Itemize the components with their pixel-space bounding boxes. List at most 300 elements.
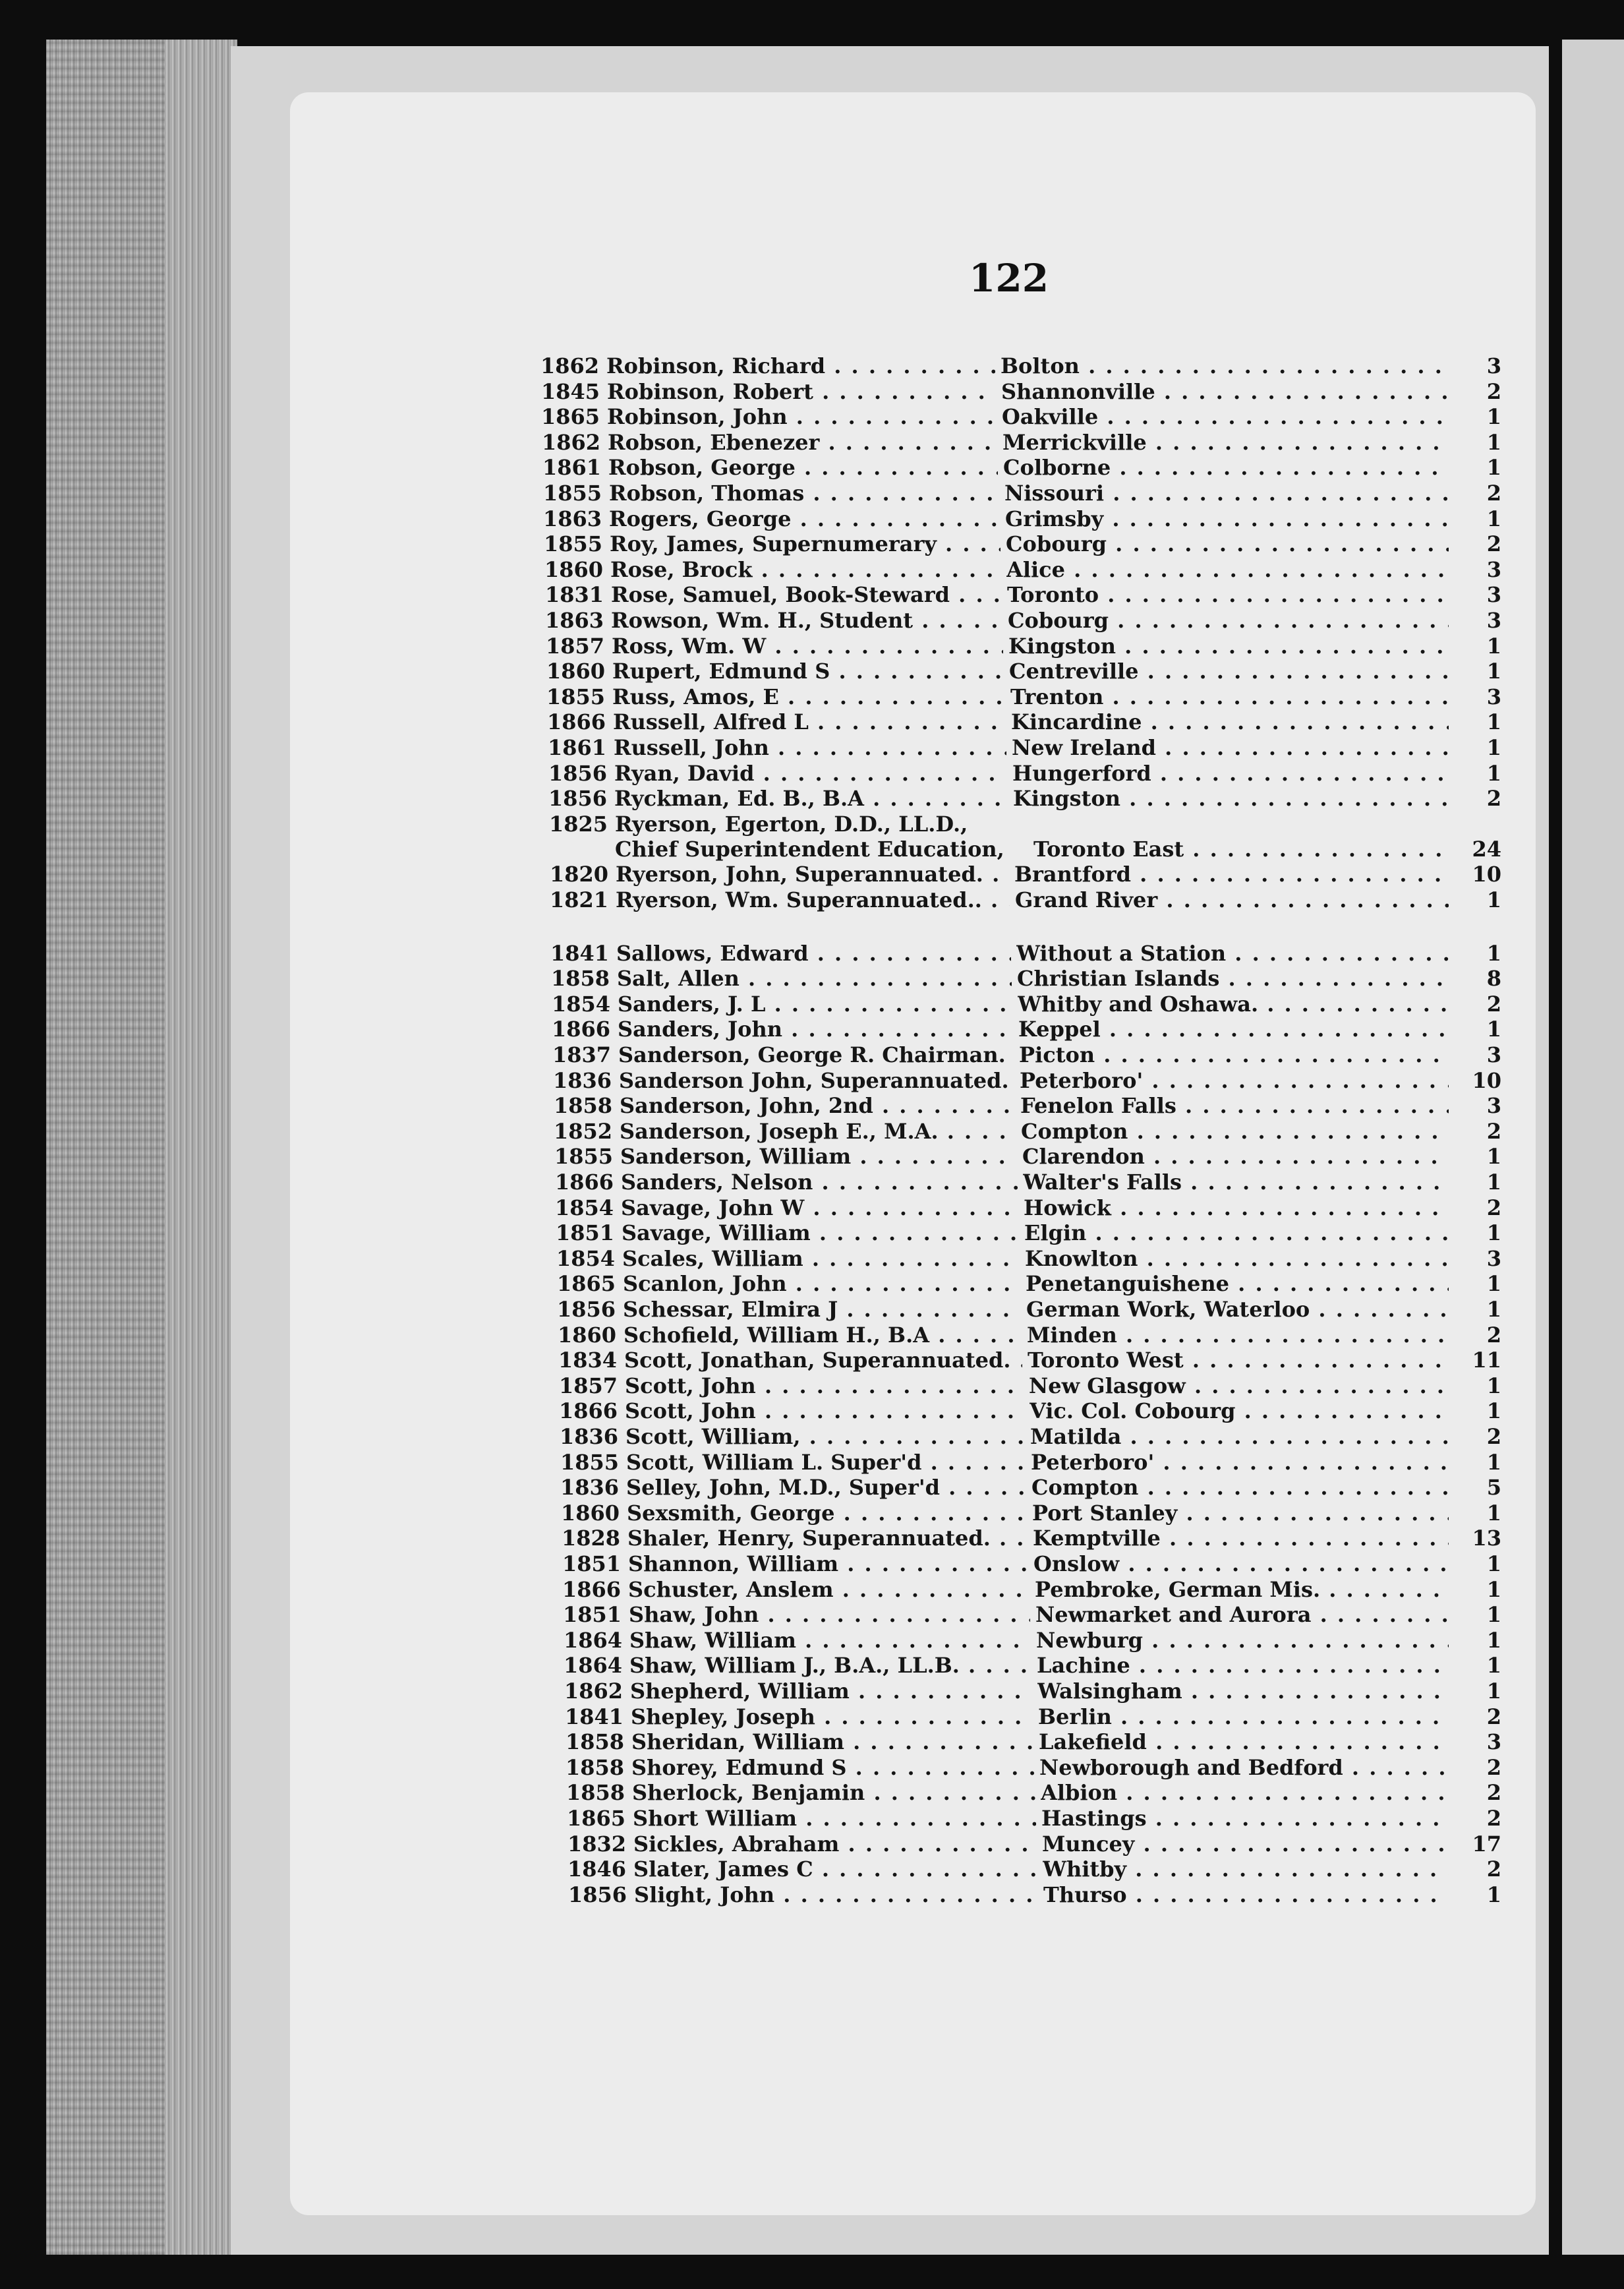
entry-name: Sanderson, Joseph E., M.A. . . . <box>620 1119 1016 1144</box>
entry-name: Sanderson, George R. Chairman. . . . <box>618 1042 1014 1067</box>
entry-year: 1825 <box>549 811 608 837</box>
entry-place: Whitby . . . <box>1043 1857 1449 1882</box>
register-entry <box>566 1729 1501 1754</box>
entry-years: 2 <box>1486 1195 1501 1220</box>
entry-year: 1841 <box>565 1704 624 1729</box>
entry-year: 1836 <box>560 1475 620 1501</box>
entry-years: 3 <box>1486 1093 1501 1119</box>
entry-year: 1856 <box>557 1297 616 1322</box>
entry-years: 2 <box>1486 786 1501 812</box>
entry-place: Penetanguishene . . . <box>1026 1271 1449 1296</box>
entry-year: 1863 <box>545 608 604 633</box>
register-entry <box>560 1424 1501 1449</box>
register-entry <box>552 1017 1501 1042</box>
entry-place: Minden . . . <box>1027 1323 1449 1348</box>
entry-year: 1854 <box>552 991 611 1017</box>
entry-name: Ryckman, Ed. B., B.A . . . <box>614 786 1008 811</box>
register-entry <box>556 1246 1501 1271</box>
entry-name: Shaler, Henry, Superannuated. . . . <box>627 1526 1028 1551</box>
entry-years: 1 <box>1486 760 1501 786</box>
register-entry <box>540 353 1501 378</box>
entry-name: Scales, William . . . <box>622 1246 1020 1271</box>
register-entry <box>544 557 1501 582</box>
entry-place: Newburg . . . <box>1036 1628 1449 1653</box>
register-entry <box>568 1882 1501 1907</box>
entry-place: Lakefield . . . <box>1039 1729 1449 1754</box>
entry-place: Peterboro' . . . <box>1031 1450 1449 1475</box>
entry-year: 1854 <box>556 1245 616 1271</box>
entry-name: Sherlock, Benjamin . . . <box>632 1780 1035 1805</box>
entry-year: 1864 <box>564 1627 623 1653</box>
entry-years: 1 <box>1486 1170 1501 1195</box>
entry-years: 2 <box>1486 378 1501 404</box>
register-entry <box>551 966 1501 991</box>
entry-place: Shannonville . . . <box>1001 379 1449 404</box>
entry-place: Hastings . . . <box>1041 1806 1449 1831</box>
entry-year: 1864 <box>564 1653 623 1679</box>
entry-name: Rose, Samuel, Book-Steward . . . <box>611 582 1002 607</box>
entry-name: Scott, John . . . <box>625 1398 1024 1423</box>
entry-years: 10 <box>1472 1067 1501 1093</box>
register-entry <box>564 1653 1501 1678</box>
register-entry <box>558 1348 1501 1373</box>
entry-name: Sanderson, John, 2nd . . . <box>620 1093 1015 1118</box>
entry-year: 1865 <box>557 1271 616 1297</box>
entry-place: Brantford . . . <box>1014 862 1449 887</box>
register-entry <box>557 1271 1501 1296</box>
entry-year: 1866 <box>547 709 606 735</box>
entry-name: Sallows, Edward . . . <box>616 941 1011 966</box>
entry-place: Fenelon Falls . . . <box>1020 1093 1449 1118</box>
entry-years: 1 <box>1486 1449 1501 1475</box>
entry-name: Sickles, Abraham . . . <box>633 1831 1037 1857</box>
register-entry <box>549 812 1501 837</box>
entry-year: 1860 <box>558 1322 617 1348</box>
entry-place: Walter's Falls . . . <box>1023 1170 1449 1195</box>
entry-name: Roy, James, Supernumerary . . . <box>610 531 1000 556</box>
entry-place: Albion . . . <box>1041 1780 1449 1805</box>
entry-year: 1857 <box>559 1373 618 1398</box>
entry-name: Schofield, William H., B.A . . . <box>624 1323 1022 1348</box>
register-entry <box>562 1526 1501 1551</box>
entry-place: Pembroke, German Mis. . . . <box>1035 1577 1449 1602</box>
entry-place: Berlin . . . <box>1038 1704 1449 1729</box>
entry-name: Sanderson John, Superannuated. . . . <box>619 1068 1014 1093</box>
entry-years: 11 <box>1472 1348 1501 1373</box>
entry-place: Oakville . . . <box>1002 404 1449 429</box>
entry-year: 1861 <box>548 735 607 760</box>
entry-year: 1861 <box>542 455 602 481</box>
entry-name: Scott, Jonathan, Superannuated. . . . <box>624 1348 1022 1373</box>
entry-year: 1858 <box>566 1780 625 1806</box>
entry-years: 2 <box>1486 1704 1501 1729</box>
entry-year: 1855 <box>543 481 602 506</box>
entry-year: 1828 <box>562 1526 621 1551</box>
entry-year: 1862 <box>564 1679 624 1704</box>
entry-place: Hungerford . . . <box>1012 761 1449 786</box>
entry-name: Scanlon, John . . . <box>623 1271 1020 1296</box>
entry-year: 1836 <box>560 1424 619 1449</box>
register-entry <box>563 1602 1501 1627</box>
entry-year: 1862 <box>540 353 600 378</box>
entry-place: Muncey . . . <box>1042 1831 1449 1857</box>
entry-place: Toronto East . . . <box>1033 837 1449 862</box>
entry-years: 1 <box>1486 1144 1501 1170</box>
entry-year: 1845 <box>541 378 600 404</box>
entry-place: Alice . . . <box>1006 557 1449 582</box>
entry-name: Sanders, Nelson . . . <box>621 1170 1018 1195</box>
entry-place: Grimsby . . . <box>1005 506 1449 531</box>
entry-years: 3 <box>1486 353 1501 378</box>
entry-place: New Glasgow . . . <box>1029 1373 1449 1398</box>
entry-place: Kemptville . . . <box>1033 1526 1449 1551</box>
register-entry <box>560 1475 1501 1500</box>
entry-year: 1855 <box>554 1144 614 1170</box>
entry-years: 2 <box>1486 1322 1501 1348</box>
entry-name: Russell, John . . . <box>614 735 1006 760</box>
entry-year: 1860 <box>546 659 606 684</box>
entry-years: 3 <box>1486 582 1501 608</box>
register-entry <box>545 582 1501 607</box>
entry-name: Schuster, Anslem . . . <box>628 1577 1030 1602</box>
entry-years: 1 <box>1486 1017 1501 1042</box>
entry-place: Thurso . . . <box>1043 1882 1449 1907</box>
entry-years: 5 <box>1486 1475 1501 1501</box>
entry-year: 1854 <box>555 1195 614 1220</box>
entry-years: 1 <box>1486 735 1501 760</box>
entry-years: 1 <box>1486 1551 1501 1576</box>
entry-place: Picton . . . <box>1019 1042 1449 1067</box>
entry-years: 1 <box>1486 940 1501 966</box>
entry-year: 1855 <box>544 531 603 557</box>
entry-year: 1841 <box>550 940 610 966</box>
register-entry <box>541 379 1501 404</box>
register-entry-continuation <box>549 837 1501 862</box>
entry-year: 1834 <box>558 1348 618 1373</box>
entry-name: Scott, William L. Super'd . . . <box>626 1450 1026 1475</box>
entry-years: 2 <box>1486 531 1501 557</box>
entry-years: 1 <box>1486 1373 1501 1398</box>
entry-name: Scott, William, . . . <box>625 1424 1025 1449</box>
entry-name: Ryan, David . . . <box>614 761 1007 786</box>
register-entry <box>546 659 1501 684</box>
entry-place: Compton . . . <box>1031 1475 1449 1500</box>
register-entry <box>546 634 1501 659</box>
entry-name: Rowson, Wm. H., Student . . . <box>611 608 1002 633</box>
entry-place: Port Stanley . . . <box>1032 1501 1449 1526</box>
entry-years: 2 <box>1486 991 1501 1017</box>
entry-years: 1 <box>1486 506 1501 531</box>
entry-year: 1860 <box>561 1500 620 1526</box>
entry-years: 1 <box>1486 404 1501 430</box>
register-entry <box>546 684 1501 709</box>
entry-place: Colborne . . . <box>1003 455 1449 480</box>
entry-name: Shepherd, William . . . <box>630 1679 1032 1704</box>
entry-year: 1851 <box>556 1220 615 1246</box>
entry-year: 1866 <box>562 1576 622 1602</box>
entry-name: Robinson, Richard . . . <box>606 353 995 378</box>
entry-name: Slater, James C . . . <box>633 1857 1037 1882</box>
entry-years: 3 <box>1486 1245 1501 1271</box>
entry-place: Nissouri . . . <box>1004 481 1449 506</box>
entry-name: Ross, Wm. W . . . <box>612 634 1003 659</box>
register-entry <box>548 786 1501 811</box>
entry-place: Clarendon . . . <box>1022 1144 1449 1169</box>
entry-year: 1851 <box>563 1602 622 1628</box>
entry-name: Schessar, Elmira J . . . <box>623 1297 1021 1322</box>
entry-place: Matilda . . . <box>1030 1424 1449 1449</box>
entry-name: Robson, Thomas . . . <box>609 481 999 506</box>
register-entry <box>552 1042 1501 1067</box>
entry-year: 1857 <box>546 633 605 659</box>
entry-place: Bolton . . . <box>1000 353 1449 378</box>
adjacent-page-edge <box>1562 40 1624 2255</box>
entry-years: 2 <box>1486 481 1501 506</box>
entry-place: Toronto West . . . <box>1028 1348 1449 1373</box>
entry-name: Sheridan, William . . . <box>631 1729 1033 1754</box>
entry-place: Knowlton . . . <box>1025 1246 1449 1271</box>
register-entry <box>553 1068 1501 1093</box>
entry-place: Centreville . . . <box>1009 659 1449 684</box>
entry-place: Merrickville . . . <box>1002 430 1449 455</box>
entry-years: 2 <box>1486 1806 1501 1831</box>
register-entry <box>542 455 1501 480</box>
book-edge-speckle <box>46 40 165 2255</box>
entry-place: Lachine . . . <box>1037 1653 1449 1678</box>
entry-name: Robinson, Robert . . . <box>607 379 996 404</box>
entry-place: Whitby and Oshawa. . . . <box>1018 992 1449 1017</box>
entry-years: 3 <box>1486 1729 1501 1755</box>
entry-place: Elgin . . . <box>1024 1220 1449 1245</box>
register-entry <box>566 1780 1501 1805</box>
register-entry <box>555 1170 1501 1195</box>
entry-year: 1866 <box>559 1398 618 1424</box>
register-entry <box>542 430 1501 455</box>
entry-name: Shepley, Joseph . . . <box>631 1704 1033 1729</box>
entry-place: Newborough and Bedford . . . <box>1039 1755 1449 1780</box>
entry-name: Savage, William . . . <box>622 1220 1019 1245</box>
entry-year: 1856 <box>568 1882 627 1907</box>
entry-year: 1862 <box>542 429 601 455</box>
entry-place: Grand River . . . <box>1015 887 1449 912</box>
entry-name: Ryerson, Wm. Superannuated.. . . . <box>616 887 1010 912</box>
entry-years: 1 <box>1486 709 1501 735</box>
entry-year: 1858 <box>551 966 610 992</box>
register-entry <box>557 1297 1501 1322</box>
register-entry <box>561 1501 1501 1526</box>
register-entry <box>558 1323 1501 1348</box>
entry-years: 17 <box>1472 1831 1501 1857</box>
entry-name: Russ, Amos, E . . . <box>612 684 1005 709</box>
entry-year: 1856 <box>548 786 608 812</box>
entry-place: Without a Station . . . <box>1016 941 1449 966</box>
register-entry <box>564 1628 1501 1653</box>
entry-year: 1855 <box>560 1449 620 1475</box>
entry-name: Sexsmith, George . . . <box>627 1501 1027 1526</box>
entry-place: Trenton . . . <box>1010 684 1449 709</box>
register-entry <box>566 1755 1501 1780</box>
entry-years: 1 <box>1486 887 1501 912</box>
entry-years: 1 <box>1486 1627 1501 1653</box>
register-entry <box>562 1551 1501 1576</box>
entry-place: Keppel . . . <box>1018 1017 1449 1042</box>
register-entry <box>548 761 1501 786</box>
entry-year: 1866 <box>552 1017 611 1042</box>
entry-place: Christian Islands . . . <box>1017 966 1449 991</box>
entry-place: Onslow . . . <box>1033 1551 1449 1576</box>
register-entry <box>567 1806 1501 1831</box>
entry-name-continuation: Chief Superintendent Education, <box>615 836 1004 862</box>
entry-name: Rupert, Edmund S . . . <box>612 659 1004 684</box>
entry-place: Compton . . . <box>1021 1119 1449 1144</box>
entry-name: Shorey, Edmund S . . . <box>631 1755 1034 1780</box>
entry-year: 1837 <box>552 1042 612 1067</box>
entry-year: 1865 <box>567 1806 626 1831</box>
register-entry <box>543 481 1501 506</box>
entry-year: 1852 <box>554 1118 613 1144</box>
entry-name: Slight, John . . . <box>634 1882 1038 1907</box>
register-entry <box>555 1195 1501 1220</box>
register-entry <box>554 1093 1501 1118</box>
entry-place: Newmarket and Aurora . . . <box>1035 1602 1449 1627</box>
entry-place: Kingston . . . <box>1013 786 1449 811</box>
entry-place: Kincardine . . . <box>1011 709 1449 734</box>
entry-name: Selley, John, M.D., Super'd . . . <box>626 1475 1026 1500</box>
entry-name: Shaw, John . . . <box>629 1602 1030 1627</box>
entry-years: 3 <box>1486 684 1501 709</box>
entry-year: 1832 <box>567 1831 627 1857</box>
page-number: 122 <box>969 256 1049 301</box>
entry-years: 1 <box>1486 1602 1501 1628</box>
register-entry <box>564 1679 1501 1704</box>
entry-name: Shaw, William J., B.A., LL.B. . . . <box>629 1653 1031 1678</box>
entry-place: Kingston . . . <box>1008 634 1449 659</box>
entry-years: 13 <box>1472 1526 1501 1551</box>
entry-years: 2 <box>1486 1118 1501 1144</box>
entry-year: 1863 <box>543 506 602 531</box>
entry-year: 1851 <box>562 1551 622 1576</box>
entry-years: 3 <box>1486 608 1501 633</box>
entry-year: 1858 <box>554 1093 613 1119</box>
entry-years: 2 <box>1486 1424 1501 1449</box>
entry-year: 1858 <box>566 1754 625 1780</box>
entry-years: 1 <box>1486 1271 1501 1297</box>
entry-name: Shaw, William . . . <box>629 1628 1031 1653</box>
register-entry <box>559 1398 1501 1423</box>
entry-years: 3 <box>1486 556 1501 582</box>
entry-years: 1 <box>1486 1882 1501 1907</box>
entry-place: New Ireland . . . <box>1012 735 1449 760</box>
register-entry <box>547 709 1501 734</box>
entry-year: 1866 <box>555 1170 614 1195</box>
entry-place: Peterboro' . . . <box>1020 1068 1449 1093</box>
register-entry <box>550 887 1501 912</box>
entry-years: 1 <box>1486 1576 1501 1602</box>
entry-year: 1865 <box>541 404 600 430</box>
entry-place: Cobourg . . . <box>1008 608 1449 633</box>
entry-years: 24 <box>1472 836 1501 862</box>
entry-name: Savage, John W . . . <box>621 1195 1018 1220</box>
register-entry <box>545 608 1501 633</box>
entry-years: 1 <box>1486 1679 1501 1704</box>
entry-name: Rogers, George . . . <box>609 506 1000 531</box>
register-entry <box>565 1704 1501 1729</box>
entry-years: 1 <box>1486 1398 1501 1424</box>
entry-name: Shannon, William . . . <box>628 1551 1028 1576</box>
entry-years: 2 <box>1486 1780 1501 1806</box>
entry-name: Robson, Ebenezer . . . <box>608 430 997 455</box>
entry-name: Sanderson, William . . . <box>620 1144 1017 1169</box>
entry-year: 1836 <box>553 1067 612 1093</box>
entry-name: Scott, John . . . <box>625 1373 1024 1398</box>
entry-year: 1860 <box>544 556 604 582</box>
entry-year: 1831 <box>545 582 604 608</box>
entry-years: 2 <box>1486 1754 1501 1780</box>
entry-name: Salt, Allen . . . <box>617 966 1012 991</box>
entry-name: Rose, Brock . . . <box>610 557 1001 582</box>
entry-years: 2 <box>1486 1857 1501 1882</box>
entry-year: 1856 <box>548 760 608 786</box>
entry-years: 10 <box>1472 862 1501 887</box>
register-entry <box>554 1144 1501 1169</box>
register-entry <box>550 941 1501 966</box>
entry-year: 1846 <box>567 1857 627 1882</box>
entry-year: 1855 <box>546 684 606 709</box>
register-entry <box>554 1119 1501 1144</box>
entry-years: 1 <box>1486 1220 1501 1246</box>
entry-years: 1 <box>1486 1653 1501 1679</box>
entry-place: Toronto . . . <box>1007 582 1449 607</box>
entry-years: 1 <box>1486 659 1501 684</box>
entry-name: Russell, Alfred L . . . <box>613 709 1006 734</box>
entry-place: Howick . . . <box>1024 1195 1449 1220</box>
register-entry <box>552 992 1501 1017</box>
entry-years: 3 <box>1486 1042 1501 1067</box>
register-entry <box>543 506 1501 531</box>
entry-name: Sanders, J. L . . . <box>618 992 1012 1017</box>
entry-year: 1858 <box>566 1729 625 1755</box>
register-entry <box>559 1373 1501 1398</box>
register-entry <box>556 1220 1501 1245</box>
register-entry <box>567 1831 1501 1857</box>
register-entry <box>567 1857 1501 1882</box>
entry-name: Ryerson, John, Superannuated. . . . <box>616 862 1009 887</box>
entry-year: 1820 <box>550 862 609 887</box>
register-entry <box>550 862 1501 887</box>
entry-years: 1 <box>1486 455 1501 481</box>
entry-name: Short William . . . <box>633 1806 1036 1831</box>
entry-years: 8 <box>1486 966 1501 992</box>
entry-name: Robson, George . . . <box>608 455 998 480</box>
register-entry <box>541 404 1501 429</box>
register-entry <box>562 1577 1501 1602</box>
entry-year: 1821 <box>550 887 609 912</box>
register-entry <box>548 735 1501 760</box>
entry-name: Ryerson, Egerton, D.D., LL.D., <box>615 811 968 837</box>
register-entry <box>544 531 1501 556</box>
register-entry <box>560 1450 1501 1475</box>
entry-name: Robinson, John . . . <box>607 404 997 429</box>
entry-place: Cobourg . . . <box>1006 531 1449 556</box>
entry-years: 1 <box>1486 429 1501 455</box>
entry-place: Vic. Col. Cobourg . . . <box>1030 1398 1449 1423</box>
entry-years: 1 <box>1486 1500 1501 1526</box>
entry-place: German Work, Waterloo . . . <box>1026 1297 1449 1322</box>
entry-years: 1 <box>1486 633 1501 659</box>
entry-name: Sanders, John . . . <box>618 1017 1013 1042</box>
entry-place: Walsingham . . . <box>1037 1679 1449 1704</box>
entry-years: 1 <box>1486 1297 1501 1322</box>
